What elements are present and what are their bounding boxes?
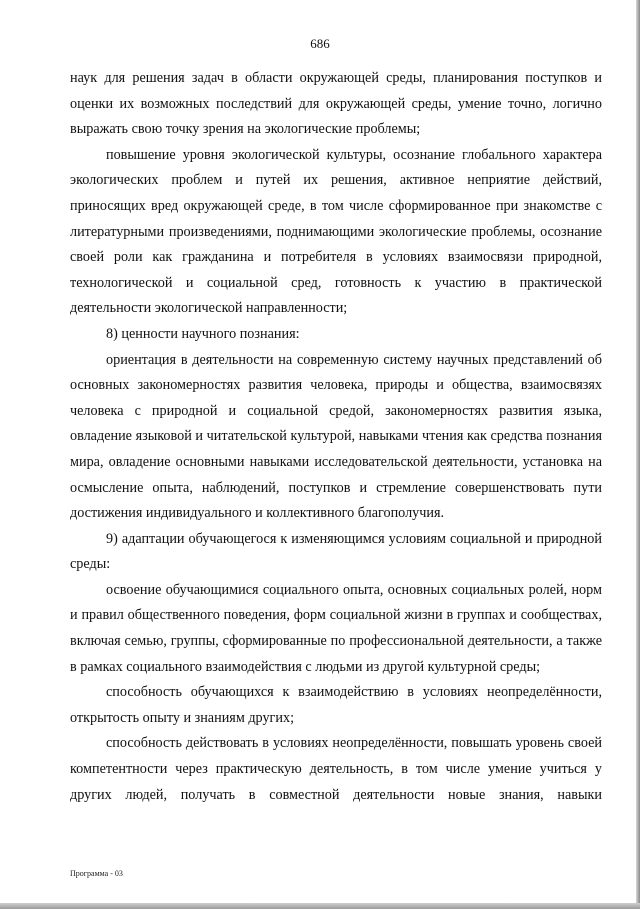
- page-number: 686: [310, 36, 330, 51]
- paragraph-science-orientation: ориентация в деятельности на современную систему научных представлений об основных закономерностях развития человека, природы и общества, взаимосвязях человека с природной и социальной средой, закономерностях развития языка, овладение языковой и читательской культурой, навыками чтения как средства познания мира, овладение основными навыками исследовательской деятельности, установка на осмысление опыта, наблюдений, поступков и стремление совершенствовать пути достижения индивидуального и коллективного благополучия.: [70, 351, 602, 522]
- scan-edge-right: [636, 0, 640, 909]
- section-heading-8: 8) ценности научного познания:: [106, 325, 300, 342]
- paragraph-action-ability: способность действовать в условиях неопределённости, повышать уровень своей компетентности через практическую деятельность, в том числе умение учиться у других людей, получать в совместной деятельности новые знания, навыки: [70, 735, 602, 803]
- body-text: [70, 66, 602, 808]
- paragraph-continuation: наук для решения задач в области окружающей среды, планирования поступков и оценки их возможных последствий для окружающей среды, умение точно, логично выражать свою точку зрения на экологические проблемы;: [70, 70, 602, 138]
- scan-edge-bottom: [0, 903, 640, 909]
- paragraph-ecological-culture: повышение уровня экологической культуры, осознание глобального характера экологических проблем и путей их решения, активное неприятие действий, приносящих вред окружающей среде, в том числе сформированное при знакомстве с литературными произведениями, поднимающими экологические проблемы, осознание своей роли как гражданина и потребителя в условиях взаимосвязи природной, технологической и социальной сред, готовность к участию в практической деятельности экологической направленности;: [70, 146, 602, 317]
- paragraph-social-experience: освоение обучающимися социального опыта, основных социальных ролей, норм и правил общественного поведения, форм социальной жизни в группах и сообществах, включая семью, группы, сформированные по профессиональной деятельности, а также в рамках социального взаимодействия с людьми из другой культурной среды;: [70, 581, 602, 675]
- section-heading-9: 9) адаптации обучающегося к изменяющимся условиям социальной и природной среды:: [70, 530, 602, 573]
- paragraph-interaction-ability: способность обучающихся к взаимодействию в условиях неопределённости, открытость опыту и знаниям других;: [70, 684, 602, 726]
- footer-label: Программа - 03: [70, 869, 123, 878]
